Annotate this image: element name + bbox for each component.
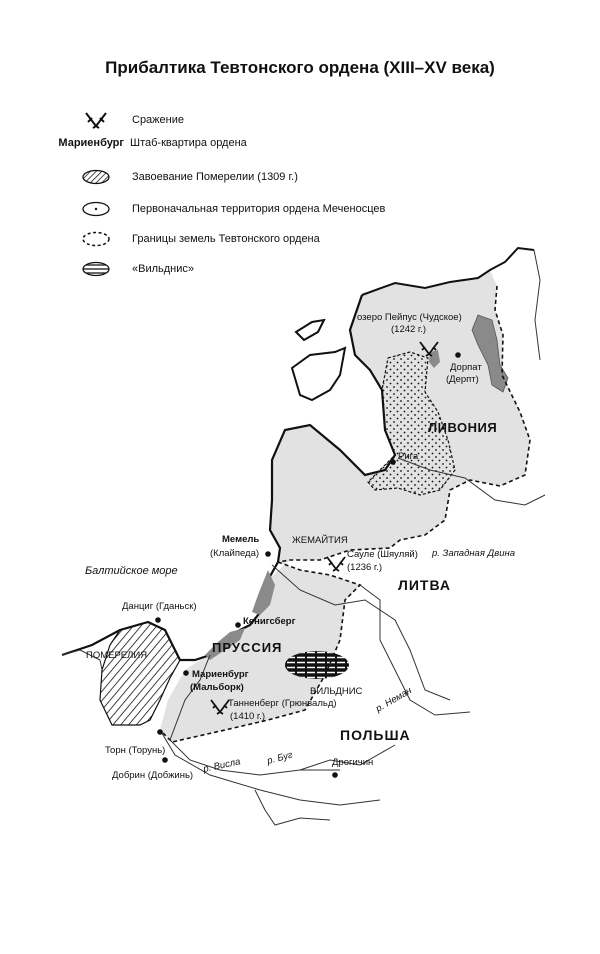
label-livonia: ЛИВОНИЯ xyxy=(428,420,498,435)
label-riga: Рига xyxy=(398,451,419,462)
legend-wildnis-label: «Вильднис» xyxy=(132,263,195,275)
island-saaremaa xyxy=(292,348,345,400)
city-dot-marienburg xyxy=(183,670,189,676)
legend-hq-sample: Мариенбург xyxy=(58,137,124,149)
city-dot-dorpat xyxy=(455,352,461,358)
label-marienburg: Мариенбург xyxy=(192,669,249,680)
city-dot-drogichin xyxy=(332,772,338,778)
label-dobrin: Добрин (Добжинь) xyxy=(112,770,194,781)
city-dot-thorn xyxy=(157,729,163,735)
label-saule-year: (1236 г.) xyxy=(347,562,383,573)
legend-pomerelia-label: Завоевание Померелии (1309 г.) xyxy=(132,171,298,183)
label-poland: ПОЛЬША xyxy=(340,727,411,743)
label-baltic-sea: Балтийское море xyxy=(85,565,178,577)
legend-battle-label: Сражение xyxy=(132,114,184,126)
legend-hq-label: Штаб-квартира ордена xyxy=(130,137,247,149)
label-saule: Сауле (Шяуляй) xyxy=(347,549,418,560)
label-wildnis: ВИЛЬДНИС xyxy=(310,686,363,697)
island-hiiumaa xyxy=(296,320,324,340)
label-bug: р. Буг xyxy=(265,749,294,767)
label-danzig: Данциг (Гданьск) xyxy=(122,601,197,612)
city-dot-riga xyxy=(390,459,396,465)
river-south xyxy=(255,790,330,825)
label-western-dvina: р. Западная Двина xyxy=(432,548,515,559)
label-samogitia: ЖЕМАЙТИЯ xyxy=(292,535,348,546)
label-thorn: Торн (Торунь) xyxy=(105,745,166,756)
city-dot-memel xyxy=(265,551,271,557)
label-dorpat-alt: (Дерпт) xyxy=(446,374,479,385)
battle-icon-saule xyxy=(327,557,345,571)
legend-borders-label: Границы земель Тевтонского ордена xyxy=(132,233,320,245)
label-pomerelia: ПОМЕРЕЛИЯ xyxy=(86,650,148,661)
city-dot-konigsberg xyxy=(235,622,241,628)
label-memel: Мемель xyxy=(222,534,260,545)
label-neman: р. Неман xyxy=(374,685,414,715)
label-vistula: р. Висла xyxy=(202,756,242,775)
label-prussia: ПРУССИЯ xyxy=(212,640,283,655)
city-dot-dobrin xyxy=(162,757,168,763)
label-tannenberg: Танненберг (Грюнвальд) xyxy=(228,698,337,709)
label-dorpat: Дорпат xyxy=(450,362,482,373)
lithuania-border xyxy=(360,585,470,715)
map-title: Прибалтика Тевтонского ордена (XIII–XV века) xyxy=(105,58,495,77)
wildnis-region xyxy=(285,651,349,679)
label-lake-peipus: озеро Пейпус (Чудское) xyxy=(357,312,462,323)
label-lake-peipus-year: (1242 г.) xyxy=(391,324,427,335)
label-tannenberg-year: (1410 г.) xyxy=(230,711,266,722)
livonia-east-border xyxy=(534,250,540,360)
label-marienburg-alt: (Мальборк) xyxy=(190,682,244,693)
label-memel-alt: (Клайпеда) xyxy=(210,548,260,559)
label-drogichin: Дрогичин xyxy=(332,757,374,768)
label-lithuania: ЛИТВА xyxy=(398,577,451,593)
city-dot-danzig xyxy=(155,617,161,623)
label-konigsberg: Кенигсберг xyxy=(243,616,296,627)
legend-swordbrothers-label: Первоначальная территория ордена Меченосцев xyxy=(132,203,386,215)
